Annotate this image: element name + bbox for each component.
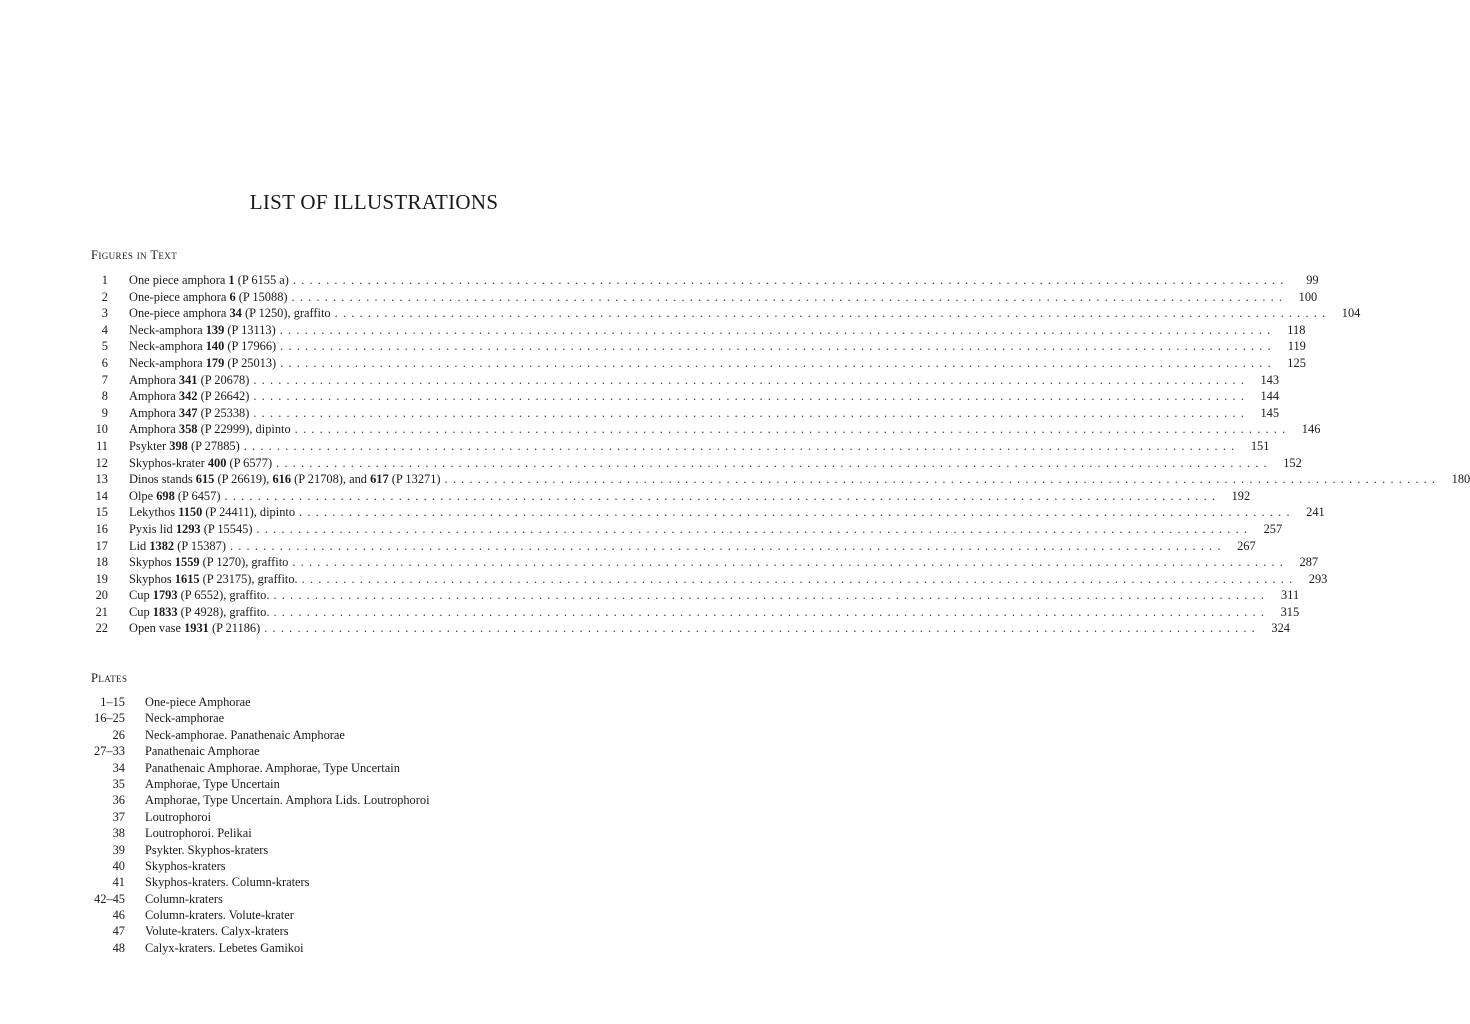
dot-leader: ........................................................................................................................ bbox=[444, 472, 1441, 487]
figure-description bbox=[129, 587, 269, 604]
figure-page-number: 145 bbox=[1260, 405, 1280, 420]
dot-leader: ........................................................................................................................ bbox=[276, 455, 1272, 470]
figure-description bbox=[129, 554, 288, 571]
figure-number: 8 bbox=[101, 389, 108, 404]
figure-row bbox=[91, 305, 1361, 322]
figure-description-text: Olpe bbox=[129, 488, 157, 503]
figure-page-number: 119 bbox=[1287, 339, 1306, 354]
plate-number: 1–15 bbox=[100, 695, 125, 709]
plate-row bbox=[91, 743, 651, 759]
figure-page-number: 99 bbox=[1306, 273, 1319, 287]
figure-number: 21 bbox=[95, 604, 108, 619]
catalogue-number: 179 bbox=[205, 355, 225, 370]
figure-description bbox=[129, 604, 269, 621]
figure-description bbox=[129, 620, 260, 637]
plate-description: Column-kraters. Volute-krater bbox=[145, 908, 294, 923]
figure-description-text: One piece amphora bbox=[129, 273, 229, 287]
figure-description-text: (P 13113) bbox=[224, 322, 276, 337]
figure-number: 22 bbox=[95, 621, 108, 636]
catalogue-number: 140 bbox=[205, 339, 225, 354]
figure-number: 18 bbox=[95, 555, 108, 570]
plate-description: Volute-kraters. Calyx-kraters bbox=[145, 924, 289, 939]
figure-description-text: (P 6577) bbox=[226, 455, 273, 470]
figure-description-text: Amphora bbox=[129, 372, 179, 387]
figure-description-text: (P 4928), graffito. bbox=[177, 604, 270, 619]
catalogue-number: 398 bbox=[169, 438, 188, 453]
plate-row bbox=[91, 858, 651, 874]
figure-description-text: (P 24411), dipinto bbox=[202, 505, 296, 520]
dot-leader: ........................................................................................................................ bbox=[273, 604, 1270, 619]
figure-description bbox=[129, 488, 220, 505]
catalogue-number: 341 bbox=[178, 372, 198, 387]
plate-description: Neck-amphorae. Panathenaic Amphorae bbox=[145, 727, 345, 742]
plate-row bbox=[91, 809, 651, 825]
catalogue-number: 1833 bbox=[152, 604, 178, 619]
plate-number: 48 bbox=[112, 940, 125, 955]
figure-description bbox=[129, 322, 276, 339]
plate-description: Calyx-kraters. Lebetes Gamikoi bbox=[145, 940, 304, 955]
figure-description bbox=[129, 438, 240, 455]
figure-page-number: 311 bbox=[1281, 588, 1300, 603]
plate-description: Panathenaic Amphorae bbox=[145, 744, 260, 759]
figure-description bbox=[129, 338, 276, 355]
figure-description-text: (P 26642) bbox=[197, 389, 250, 404]
figure-page-number: 104 bbox=[1341, 306, 1361, 321]
figure-description-text: Amphora bbox=[129, 422, 179, 437]
figure-number: 7 bbox=[101, 372, 108, 387]
plate-description: Loutrophoroi bbox=[145, 809, 212, 824]
figure-row bbox=[91, 554, 1319, 571]
figure-number: 16 bbox=[95, 521, 108, 536]
figure-description bbox=[129, 305, 331, 322]
figure-description-text: Skyphos-krater bbox=[129, 455, 208, 470]
figure-description-text: (P 25013) bbox=[224, 355, 277, 370]
dot-leader: ........................................................................................................................ bbox=[280, 339, 1276, 354]
figure-description-text: (P 1250), graffito bbox=[241, 306, 331, 321]
catalogue-number: 34 bbox=[229, 306, 242, 321]
plate-row bbox=[91, 874, 651, 890]
figure-row bbox=[91, 405, 1280, 422]
figure-description-text: (P 15545) bbox=[200, 521, 253, 536]
figure-description bbox=[129, 372, 249, 389]
figure-description-text: (P 15387) bbox=[174, 538, 226, 553]
plate-number: 34 bbox=[112, 760, 125, 775]
figure-number: 14 bbox=[95, 488, 108, 503]
catalogue-number: 617 bbox=[370, 472, 389, 487]
plate-row bbox=[91, 907, 651, 923]
plate-row bbox=[91, 825, 651, 841]
figure-description-text: (P 20678) bbox=[197, 372, 250, 387]
figure-page-number: 180 bbox=[1451, 472, 1470, 487]
catalogue-number: 1793 bbox=[152, 588, 178, 603]
figure-number: 13 bbox=[95, 472, 108, 487]
figure-description-text: (P 6552), graffito. bbox=[177, 588, 270, 603]
dot-leader: ........................................................................................................................ bbox=[253, 372, 1250, 387]
figure-description bbox=[129, 355, 276, 372]
plate-row bbox=[91, 694, 651, 710]
figure-description-text: Open vase bbox=[129, 621, 185, 636]
plate-description: Amphorae, Type Uncertain. Amphora Lids. Loutrophoroi bbox=[145, 793, 430, 808]
figures-list bbox=[91, 272, 1470, 637]
plate-number: 35 bbox=[112, 776, 125, 791]
plate-row bbox=[91, 923, 651, 939]
figure-description-text: Cup bbox=[129, 588, 153, 603]
figure-page-number: 324 bbox=[1271, 621, 1290, 636]
catalogue-number: 1615 bbox=[174, 571, 200, 586]
figure-description-text: (P 22999), dipinto bbox=[197, 422, 291, 437]
figure-description-text: (P 13271) bbox=[388, 472, 441, 487]
plate-row bbox=[91, 891, 651, 907]
figure-description-text: (P 25338) bbox=[197, 405, 250, 420]
dot-leader: ........................................................................................................................ bbox=[253, 389, 1250, 404]
catalogue-number: 1150 bbox=[178, 505, 203, 520]
figure-description-text: One-piece amphora bbox=[129, 289, 230, 304]
figure-description bbox=[129, 538, 226, 555]
figure-description-text: Neck-amphora bbox=[129, 322, 206, 337]
figure-page-number: 151 bbox=[1250, 438, 1270, 453]
plate-description: Amphorae, Type Uncertain bbox=[145, 776, 280, 791]
dot-leader: ........................................................................................................................ bbox=[299, 505, 1295, 520]
figure-page-number: 143 bbox=[1260, 372, 1280, 387]
figure-page-number: 293 bbox=[1308, 571, 1328, 586]
figure-number: 3 bbox=[101, 306, 108, 321]
figure-description-text: Psykter bbox=[129, 438, 170, 453]
plate-number: 40 bbox=[112, 858, 125, 873]
plate-number: 27–33 bbox=[94, 744, 125, 759]
figure-number: 15 bbox=[95, 505, 108, 520]
figure-number: 9 bbox=[101, 405, 108, 420]
plate-number: 36 bbox=[112, 793, 125, 808]
catalogue-number: 342 bbox=[178, 389, 198, 404]
plate-number: 16–25 bbox=[94, 711, 125, 726]
figure-page-number: 241 bbox=[1306, 505, 1325, 520]
plate-description: Panathenaic Amphorae. Amphorae, Type Uncertain bbox=[145, 760, 400, 775]
figure-row bbox=[91, 372, 1280, 389]
figure-description-text: (P 6457) bbox=[174, 488, 221, 503]
figure-page-number: 287 bbox=[1299, 555, 1319, 570]
figure-row bbox=[91, 355, 1306, 372]
plate-description: Skyphos-kraters bbox=[145, 858, 226, 873]
figure-description-text: (P 15088) bbox=[235, 289, 288, 304]
catalogue-number: 347 bbox=[178, 405, 198, 420]
figure-row bbox=[91, 455, 1302, 472]
figure-page-number: 146 bbox=[1301, 422, 1321, 437]
figure-description bbox=[129, 521, 252, 538]
plate-number: 47 bbox=[112, 924, 125, 939]
dot-leader: ........................................................................................................................ bbox=[243, 438, 1240, 453]
dot-leader: ........................................................................................................................ bbox=[273, 588, 1270, 603]
figure-description-text: Neck-amphora bbox=[129, 339, 206, 354]
plate-number: 39 bbox=[112, 842, 125, 857]
figure-description-text: Lid bbox=[129, 538, 150, 553]
figure-number: 1 bbox=[101, 273, 108, 287]
figure-number: 10 bbox=[95, 422, 108, 437]
plates-list bbox=[91, 694, 651, 956]
catalogue-number: 1931 bbox=[184, 621, 209, 636]
figure-row bbox=[91, 521, 1283, 538]
figure-description-text: Dinos stands bbox=[129, 472, 196, 487]
dot-leader: ........................................................................................................................ bbox=[264, 621, 1260, 636]
figure-description bbox=[129, 571, 298, 588]
figure-description-text: One-piece amphora bbox=[129, 306, 230, 321]
dot-leader: ........................................................................................................................ bbox=[294, 422, 1291, 437]
dot-leader: ........................................................................................................................ bbox=[334, 306, 1331, 321]
dot-leader: ........................................................................................................................ bbox=[279, 322, 1276, 337]
figure-description bbox=[129, 471, 441, 488]
figure-number: 11 bbox=[96, 438, 108, 453]
figure-row bbox=[91, 504, 1325, 521]
figure-number: 2 bbox=[101, 289, 108, 304]
figure-row bbox=[91, 471, 1470, 488]
figure-description-text: Skyphos bbox=[129, 571, 175, 586]
figure-page-number: 144 bbox=[1260, 389, 1280, 404]
figure-description-text: (P 21708), and bbox=[291, 472, 371, 487]
figure-row bbox=[91, 438, 1270, 455]
figure-number: 17 bbox=[95, 538, 108, 553]
figure-number: 19 bbox=[95, 571, 108, 586]
figures-heading: Figures in Text bbox=[91, 248, 178, 262]
figure-page-number: 315 bbox=[1280, 604, 1300, 619]
figure-description-text: (P 1270), graffito bbox=[199, 555, 289, 570]
figure-description bbox=[129, 272, 289, 289]
catalogue-number: 1559 bbox=[174, 555, 200, 570]
plate-row bbox=[91, 727, 651, 743]
figure-description-text: Neck-amphora bbox=[129, 355, 206, 370]
catalogue-number: 1382 bbox=[149, 538, 175, 553]
figure-page-number: 267 bbox=[1237, 538, 1256, 553]
figure-description-text: Pyxis lid bbox=[129, 521, 176, 536]
catalogue-number: 6 bbox=[229, 289, 236, 304]
plate-row bbox=[91, 776, 651, 792]
plate-description: Neck-amphorae bbox=[145, 711, 225, 726]
figure-description-text: (P 6155 a) bbox=[234, 273, 289, 287]
page-title: LIST OF ILLUSTRATIONS bbox=[249, 190, 499, 214]
dot-leader: ........................................................................................................................ bbox=[280, 355, 1276, 370]
figure-description-text: (P 26619), bbox=[214, 472, 273, 487]
figure-description-text: Amphora bbox=[129, 389, 179, 404]
figure-row bbox=[91, 488, 1251, 505]
figure-number: 12 bbox=[95, 455, 108, 470]
plate-number: 46 bbox=[112, 908, 125, 923]
figure-row bbox=[91, 322, 1306, 339]
figure-page-number: 152 bbox=[1283, 455, 1302, 470]
catalogue-number: 616 bbox=[272, 472, 292, 487]
dot-leader: ........................................................................................................................ bbox=[256, 521, 1253, 536]
figure-number: 20 bbox=[95, 588, 108, 603]
figure-page-number: 192 bbox=[1231, 488, 1251, 503]
catalogue-number: 698 bbox=[156, 488, 175, 503]
figure-row bbox=[91, 272, 1319, 289]
catalogue-number: 139 bbox=[205, 322, 225, 337]
plate-description: Loutrophoroi. Pelikai bbox=[145, 826, 252, 841]
figure-row bbox=[91, 289, 1318, 306]
figure-page-number: 118 bbox=[1287, 322, 1306, 337]
figure-description bbox=[129, 421, 291, 438]
plate-row bbox=[91, 940, 651, 956]
figure-description bbox=[129, 289, 288, 306]
dot-leader: ........................................................................................................................ bbox=[224, 488, 1221, 503]
catalogue-number: 1 bbox=[228, 273, 235, 287]
plate-number: 41 bbox=[112, 875, 125, 890]
plate-number: 38 bbox=[112, 826, 125, 841]
figure-description-text: Lekythos bbox=[129, 505, 179, 520]
figure-row bbox=[91, 587, 1300, 604]
figure-description-text: (P 27885) bbox=[187, 438, 240, 453]
figure-row bbox=[91, 538, 1256, 555]
figure-page-number: 125 bbox=[1287, 355, 1306, 370]
figure-description bbox=[129, 504, 295, 521]
catalogue-number: 400 bbox=[207, 455, 227, 470]
dot-leader: ........................................................................................................................ bbox=[292, 273, 1289, 287]
figure-description-text: Cup bbox=[129, 604, 153, 619]
dot-leader: ........................................................................................................................ bbox=[291, 289, 1288, 304]
figure-number: 4 bbox=[101, 322, 108, 337]
figure-row bbox=[91, 338, 1306, 355]
plate-description: Column-kraters bbox=[145, 891, 223, 906]
plate-description: One-piece Amphorae bbox=[145, 695, 251, 709]
catalogue-number: 615 bbox=[195, 472, 215, 487]
plate-description: Psykter. Skyphos-kraters bbox=[145, 842, 269, 857]
dot-leader: ........................................................................................................................ bbox=[292, 555, 1289, 570]
plate-number: 42–45 bbox=[94, 891, 125, 906]
catalogue-number: 1293 bbox=[175, 521, 201, 536]
catalogue-number: 358 bbox=[178, 422, 198, 437]
figure-number: 5 bbox=[101, 339, 108, 354]
figure-description-text: Amphora bbox=[129, 405, 179, 420]
figure-description bbox=[129, 455, 272, 472]
figure-description bbox=[129, 388, 249, 405]
figure-row bbox=[91, 571, 1328, 588]
plate-row bbox=[91, 760, 651, 776]
dot-leader: ........................................................................................................................ bbox=[301, 571, 1298, 586]
plate-description: Skyphos-kraters. Column-kraters bbox=[145, 875, 310, 890]
figure-row bbox=[91, 421, 1321, 438]
dot-leader: ........................................................................................................................ bbox=[229, 538, 1226, 553]
plate-row bbox=[91, 710, 651, 726]
figure-description-text: (P 21186) bbox=[208, 621, 261, 636]
plate-row bbox=[91, 842, 651, 858]
figure-description-text: (P 17966) bbox=[224, 339, 277, 354]
plate-number: 37 bbox=[112, 809, 125, 824]
figure-row bbox=[91, 388, 1280, 405]
plate-row bbox=[91, 792, 651, 808]
figure-page-number: 257 bbox=[1263, 521, 1283, 536]
figure-description-text: (P 23175), graffito. bbox=[199, 571, 298, 586]
plate-number: 26 bbox=[112, 727, 125, 742]
figure-number: 6 bbox=[101, 355, 108, 370]
figure-description bbox=[129, 405, 249, 422]
plates-heading: Plates bbox=[91, 671, 128, 685]
dot-leader: ........................................................................................................................ bbox=[253, 405, 1250, 420]
figure-page-number: 100 bbox=[1298, 289, 1318, 304]
figure-description-text: Skyphos bbox=[129, 555, 175, 570]
figure-row bbox=[91, 620, 1290, 637]
figure-row bbox=[91, 604, 1300, 621]
